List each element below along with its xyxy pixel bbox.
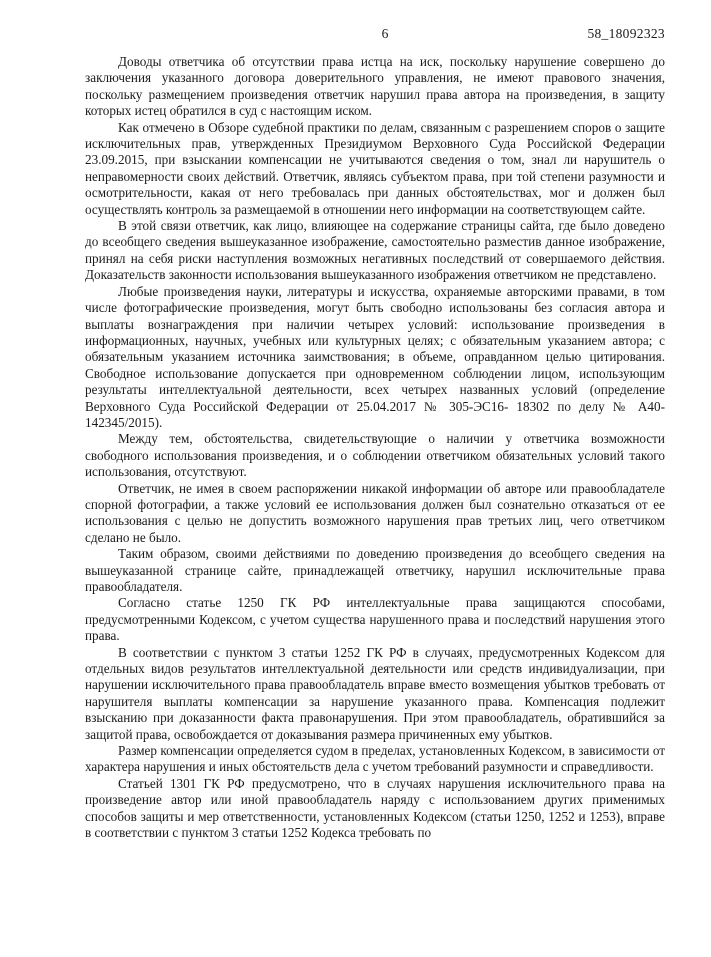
paragraph: В этой связи ответчик, как лицо, влияющее на содержание страницы сайта, где было доведено до всеобщего сведения вышеуказанное изображение, самостоятельно разместив данное изображение, принял на себя риски наступления возможных негативных последствий от совершаемого действия. Доказательств законности использования вышеуказанного изображения ответчиком не представлено. [85,218,665,283]
paragraph: Доводы ответчика об отсутствии права истца на иск, поскольку нарушение совершено до заключения указанного договора доверительного управления, не имеют правового значения, поскольку размещением произведения ответчик нарушил права автора на произведения, в защиту которых истец обратился в суд с настоящим иском. [85,54,665,119]
paragraph: Размер компенсации определяется судом в пределах, установленных Кодексом, в зависимости от характера нарушения и иных обстоятельств дела с учетом требований разумности и справедливости. [85,743,665,775]
paragraph: Как отмечено в Обзоре судебной практики по делам, связанным с разрешением споров о защите исключительных прав, утвержденных Президиумом Верховного Суда Российской Федерации 23.09.2015, при взыскании компенсации не учитываются сведения о том, знал ли нарушитель о неправомерности своих действий. Ответчик, являясь субъектом права, при той степени разумности и осмотрительности, какая от него требовалась при данных обстоятельствах, мог и должен был осуществлять контроль за размещаемой в отношении него информации на соответствующем сайте. [85,119,665,217]
paragraph: Ответчик, не имея в своем распоряжении никакой информации об авторе или правообладателе спорной фотографии, а также условий ее использования должен был сознательно отказаться от ее использования с целью не допустить возможного нарушения прав третьих лиц, чего ответчиком сделано не было. [85,480,665,545]
page-header [85,26,665,44]
paragraph: Согласно статье 1250 ГК РФ интеллектуальные права защищаются способами, предусмотренными Кодексом, с учетом существа нарушенного права и последствий нарушения этого права. [85,595,665,644]
paragraph: Таким образом, своими действиями по доведению произведения до всеобщего сведения на вышеуказанной странице сайте, принадлежащей ответчику, нарушил исключительные права правообладателя. [85,546,665,594]
paragraph: В соответствии с пунктом 3 статьи 1252 ГК РФ в случаях, предусмотренных Кодексом для отдельных видов результатов интеллектуальной деятельности или средств индивидуализации, при нарушении исключительного права правообладатель вправе вместо возмещения убытков требовать от нарушителя выплаты компенсации за нарушение указанного права. Компенсация подлежит взысканию при доказанности факта правонарушения. При этом правообладатель, обратившийся за защитой права, освобождается от доказывания размера причиненных ему убытков. [85,644,665,742]
paragraph: Статьей 1301 ГК РФ предусмотрено, что в случаях нарушения исключительного права на произведение автор или иной правообладатель наряду с использованием других применимых способов защиты и мер ответственности, установленных Кодексом (статьи 1250, 1252 и 1253), вправе в соответствии с пунктом 3 статьи 1252 Кодекса требовать по [85,775,665,841]
page-number: 6 [381,26,389,41]
document-body [85,54,665,842]
paragraph: Любые произведения науки, литературы и искусства, охраняемые авторскими правами, в том числе фотографические произведения, могут быть свободно использованы без согласия автора и выплаты вознаграждения при наличии четырех условий: использование произведения в информационных, научных, учебных или культурных целях; с обязательным указанием автора; с обязательным указанием источника заимствования; в объеме, оправданном целью цитирования. Свободное использование допускается при одновременном соблюдении лицом, использующим результаты интеллектуальной деятельности, всех четырех названных условий (определение Верховного Суда Российской Федерации от 25.04.2017 № 305-ЭС16- 18302 по делу № А40- 142345/2015). [85,283,665,430]
paragraph: Между тем, обстоятельства, свидетельствующие о наличии у ответчика возможности свободного использования произведения, и о соблюдении ответчиком обязательных условий такого использования, отсутствуют. [85,431,665,480]
document-number: 58_18092323 [587,26,665,41]
